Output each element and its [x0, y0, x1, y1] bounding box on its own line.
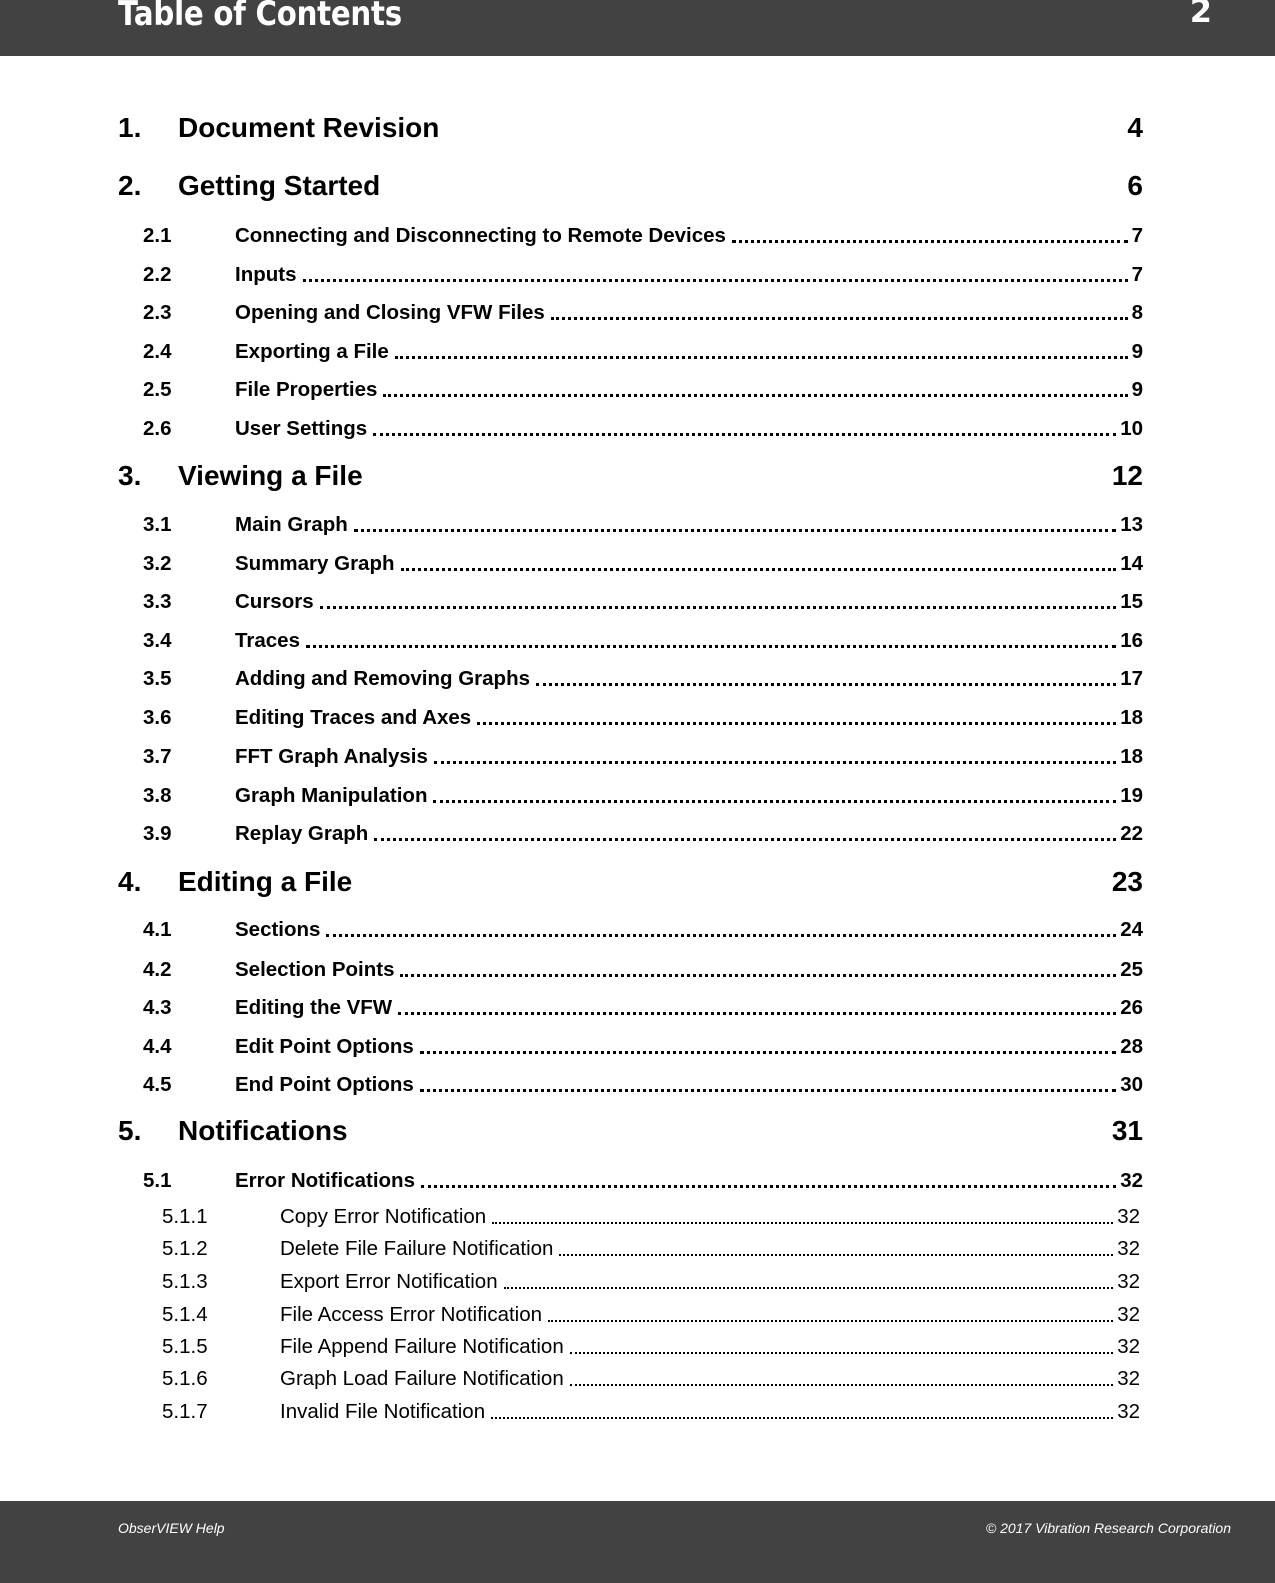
- toc-number: 3.6: [143, 706, 172, 729]
- toc-entry-3-6[interactable]: [143, 706, 1143, 730]
- toc-page: 18: [1120, 745, 1143, 768]
- toc-entry-5-1-2[interactable]: [162, 1237, 1140, 1261]
- toc-label: Editing the VFW: [235, 996, 393, 1019]
- toc-page: 14: [1120, 552, 1143, 575]
- toc-entry-4-4[interactable]: [143, 1035, 1143, 1059]
- toc-number: 3.1: [143, 513, 172, 536]
- toc-page: 7: [1131, 263, 1143, 286]
- footer-copyright: © 2017 Vibration Research Corporation: [985, 1520, 1231, 1536]
- dot-leader: [326, 934, 1116, 937]
- toc-label: Exporting a File: [235, 340, 389, 363]
- toc-label: Inputs: [235, 263, 297, 286]
- toc-entry-3-8[interactable]: [143, 784, 1143, 808]
- dot-leader: [504, 1287, 1114, 1289]
- toc-number: 3.5: [143, 667, 172, 690]
- toc-entry-4-3[interactable]: [143, 996, 1143, 1020]
- toc-entry-3-3[interactable]: [143, 590, 1143, 614]
- toc-entry-4[interactable]: [118, 866, 1143, 898]
- toc-page: 8: [1131, 301, 1143, 324]
- toc-page: 24: [1120, 918, 1143, 941]
- toc-label: Opening and Closing VFW Files: [235, 301, 545, 324]
- toc-page: 32: [1117, 1367, 1140, 1390]
- toc-page: 6: [1127, 170, 1143, 201]
- toc-page: 16: [1120, 629, 1143, 652]
- dot-leader: [491, 1417, 1113, 1419]
- toc-entry-3-9[interactable]: [143, 822, 1143, 846]
- toc-number: 5.1.6: [162, 1367, 208, 1390]
- toc-page: 32: [1117, 1237, 1140, 1260]
- toc-page: 32: [1120, 1169, 1143, 1192]
- page-title: Table of Contents: [118, 0, 402, 34]
- toc-label: Traces: [235, 629, 300, 652]
- toc-entry-2-1[interactable]: [143, 224, 1143, 248]
- page-footer: [0, 1501, 1275, 1583]
- toc-entry-5-1-6[interactable]: [162, 1367, 1140, 1391]
- toc-label: Connecting and Disconnecting to Remote Devices: [235, 224, 726, 247]
- toc-page: 25: [1120, 958, 1143, 981]
- toc-number: 3.4: [143, 629, 172, 652]
- toc-entry-2[interactable]: [118, 170, 1143, 202]
- toc-entry-3-5[interactable]: [143, 667, 1143, 691]
- toc-label: Main Graph: [235, 513, 348, 536]
- toc-label: Viewing a File: [178, 460, 363, 491]
- dot-leader: [421, 1185, 1116, 1188]
- toc-number: 2.5: [143, 378, 172, 401]
- toc-label: Graph Load Failure Notification: [280, 1367, 564, 1390]
- toc-number: 5.1.3: [162, 1270, 208, 1293]
- toc-number: 5.1.1: [162, 1205, 208, 1228]
- dot-leader: [559, 1254, 1113, 1256]
- toc-number: 4.2: [143, 958, 172, 981]
- dot-leader: [570, 1352, 1113, 1354]
- toc-page: 32: [1117, 1205, 1140, 1228]
- dot-leader: [434, 761, 1116, 764]
- toc-number: 2.3: [143, 301, 172, 324]
- toc-page: 15: [1120, 590, 1143, 613]
- toc-entry-2-6[interactable]: [143, 417, 1143, 441]
- toc-page: 9: [1131, 378, 1143, 401]
- dot-leader: [433, 800, 1116, 803]
- toc-number: 5.1.7: [162, 1400, 208, 1423]
- toc-entry-2-3[interactable]: [143, 301, 1143, 325]
- toc-label: Replay Graph: [235, 822, 369, 845]
- toc-label: Selection Points: [235, 958, 395, 981]
- toc-number: 3.2: [143, 552, 172, 575]
- toc-page: 9: [1131, 340, 1143, 363]
- toc-number: 5.1: [143, 1169, 172, 1192]
- toc-number: 4.5: [143, 1073, 172, 1096]
- toc-page: 32: [1117, 1303, 1140, 1326]
- toc-entry-3-7[interactable]: [143, 745, 1143, 769]
- toc-page: 23: [1111, 866, 1143, 897]
- toc-label: User Settings: [235, 417, 368, 440]
- toc-label: Adding and Removing Graphs: [235, 667, 530, 690]
- toc-label: Delete File Failure Notification: [280, 1237, 554, 1260]
- toc-label: File Properties: [235, 378, 378, 401]
- toc-page: 32: [1117, 1270, 1140, 1293]
- toc-label: Error Notifications: [235, 1169, 415, 1192]
- page-number: 2: [1189, 0, 1212, 30]
- toc-number: 2.1: [143, 224, 172, 247]
- toc-label: Document Revision: [178, 112, 440, 143]
- toc-number: 4.: [118, 866, 142, 897]
- toc-page: 7: [1131, 224, 1143, 247]
- toc-entry-5-1-3[interactable]: [162, 1270, 1140, 1294]
- dot-leader: [551, 317, 1128, 320]
- toc-page: 17: [1120, 667, 1143, 690]
- toc-number: 3.: [118, 460, 142, 491]
- toc-label: Graph Manipulation: [235, 784, 428, 807]
- toc-label: Invalid File Notification: [280, 1400, 486, 1423]
- toc-entry-2-5[interactable]: [143, 378, 1143, 402]
- dot-leader: [400, 974, 1116, 977]
- dot-leader: [398, 1012, 1116, 1015]
- toc-page: 30: [1120, 1073, 1143, 1096]
- toc-number: 2.: [118, 170, 142, 201]
- toc-label: File Access Error Notification: [280, 1303, 543, 1326]
- toc-number: 3.3: [143, 590, 172, 613]
- toc-label: Getting Started: [178, 170, 381, 201]
- toc-label: Editing Traces and Axes: [235, 706, 472, 729]
- toc-label: Notifications: [178, 1115, 348, 1146]
- dot-leader: [732, 240, 1128, 243]
- toc-number: 2.4: [143, 340, 172, 363]
- toc-number: 2.2: [143, 263, 172, 286]
- dot-leader: [401, 568, 1117, 571]
- toc-number: 2.6: [143, 417, 172, 440]
- dot-leader: [373, 433, 1116, 436]
- toc-number: 1.: [118, 112, 142, 143]
- toc-label: FFT Graph Analysis: [235, 745, 428, 768]
- toc-label: File Append Failure Notification: [280, 1335, 564, 1358]
- toc-label: Edit Point Options: [235, 1035, 414, 1058]
- toc-page: 10: [1120, 417, 1143, 440]
- toc-entry-5-1-7[interactable]: [162, 1400, 1140, 1424]
- dot-leader: [354, 529, 1116, 532]
- toc-entry-4-1[interactable]: [143, 918, 1143, 942]
- toc-page: 32: [1117, 1400, 1140, 1423]
- toc-entry-2-2[interactable]: [143, 263, 1143, 287]
- toc-page: 26: [1120, 996, 1143, 1019]
- toc-entry-4-5[interactable]: [143, 1073, 1143, 1097]
- dot-leader: [492, 1222, 1113, 1224]
- dot-leader: [536, 683, 1116, 686]
- dot-leader: [570, 1384, 1113, 1386]
- toc-page: 28: [1120, 1035, 1143, 1058]
- dot-leader: [383, 394, 1127, 397]
- toc-label: End Point Options: [235, 1073, 414, 1096]
- toc-page: 18: [1120, 706, 1143, 729]
- toc-label: Editing a File: [178, 866, 353, 897]
- toc-entry-4-2[interactable]: [143, 958, 1143, 982]
- toc-page: 31: [1111, 1115, 1143, 1146]
- toc-number: 3.9: [143, 822, 172, 845]
- dot-leader: [395, 356, 1128, 359]
- toc-entry-3-2[interactable]: [143, 552, 1143, 576]
- toc-number: 3.8: [143, 784, 172, 807]
- dot-leader: [420, 1089, 1116, 1092]
- dot-leader: [303, 279, 1128, 282]
- dot-leader: [548, 1320, 1113, 1322]
- toc-entry-5-1-4[interactable]: [162, 1303, 1140, 1327]
- toc-page: 19: [1120, 784, 1143, 807]
- dot-leader: [374, 838, 1116, 841]
- toc-number: 4.1: [143, 918, 172, 941]
- toc-page: 32: [1117, 1335, 1140, 1358]
- toc-label: Summary Graph: [235, 552, 395, 575]
- toc-number: 5.: [118, 1115, 142, 1146]
- toc-entry-3-4[interactable]: [143, 629, 1143, 653]
- dot-leader: [320, 606, 1117, 609]
- toc-entry-5-1-1[interactable]: [162, 1205, 1140, 1229]
- toc-page: 12: [1111, 460, 1143, 491]
- toc-number: 4.3: [143, 996, 172, 1019]
- toc-entry-1[interactable]: [118, 112, 1143, 144]
- toc-label: Export Error Notification: [280, 1270, 498, 1293]
- page-header: [0, 0, 1275, 56]
- toc-entry-5-1[interactable]: [143, 1169, 1143, 1193]
- toc-entry-3[interactable]: [118, 460, 1143, 492]
- dot-leader: [306, 645, 1116, 648]
- toc-page: 22: [1120, 822, 1143, 845]
- toc-page: 13: [1120, 513, 1143, 536]
- toc-number: 5.1.2: [162, 1237, 208, 1260]
- toc-label: Sections: [235, 918, 321, 941]
- toc-entry-3-1[interactable]: [143, 513, 1143, 537]
- toc-number: 3.7: [143, 745, 172, 768]
- toc-number: 4.4: [143, 1035, 172, 1058]
- toc-entry-5-1-5[interactable]: [162, 1335, 1140, 1359]
- toc-entry-5[interactable]: [118, 1115, 1143, 1147]
- toc-number: 5.1.5: [162, 1335, 208, 1358]
- dot-leader: [420, 1051, 1116, 1054]
- toc-entry-2-4[interactable]: [143, 340, 1143, 364]
- toc-page: 4: [1127, 112, 1143, 143]
- dot-leader: [477, 722, 1116, 725]
- toc-number: 5.1.4: [162, 1303, 208, 1326]
- toc-label: Copy Error Notification: [280, 1205, 487, 1228]
- toc-label: Cursors: [235, 590, 314, 613]
- footer-doc-title: ObserVIEW Help: [118, 1520, 225, 1536]
